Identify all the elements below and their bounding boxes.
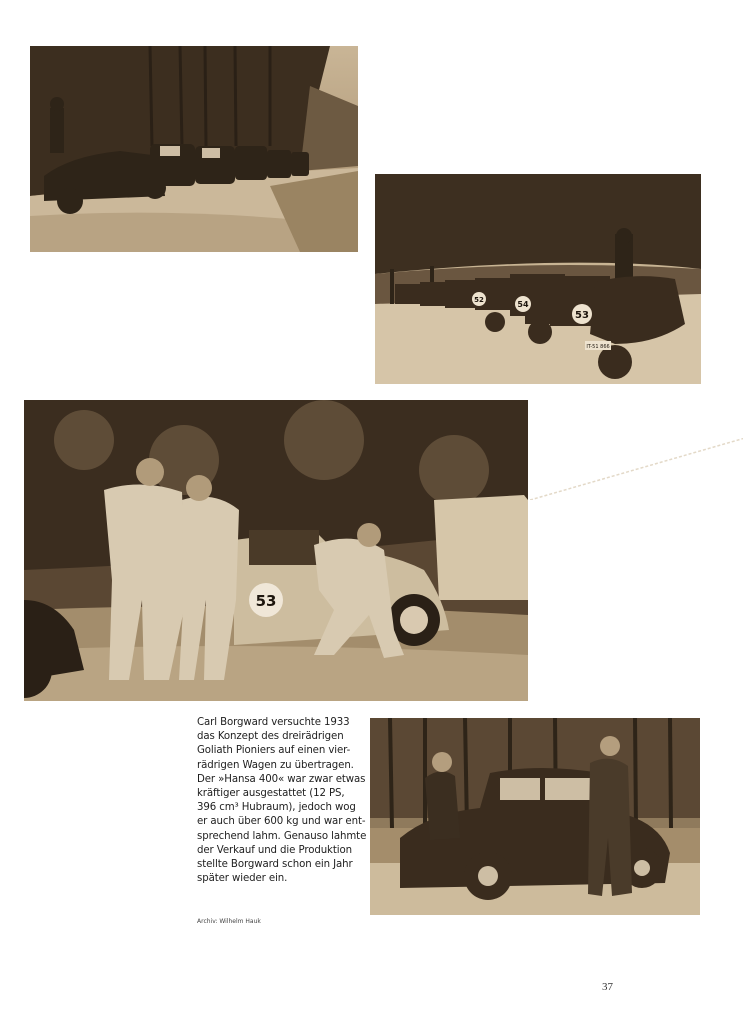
car-number-53: 53 — [575, 310, 589, 321]
caption-line: das Konzept des dreirädrigen — [197, 731, 344, 743]
caption-line: kräftiger ausgestattet (12 PS, — [197, 788, 345, 800]
photo-numbered-lineup-image — [375, 174, 701, 384]
caption-line: stellte Borgward schon ein Jahr — [197, 859, 353, 871]
caption-line: Goliath Pioniers auf einen vier- — [197, 745, 351, 757]
page-number: 37 — [602, 981, 613, 993]
caption-line: der Verkauf und die Produktion — [197, 844, 352, 856]
photo-convoy-forest-road — [30, 46, 358, 252]
photo-hansa-400-forest — [370, 718, 700, 915]
caption-line: sprechend lahm. Genauso lahmte — [197, 830, 367, 842]
page-crease — [530, 438, 743, 500]
car-number-53-large: 53 — [255, 592, 277, 610]
photo-convoy-forest-road-image — [30, 46, 358, 252]
caption-line: er auch über 600 kg und war ent- — [197, 816, 366, 828]
photo-credit: Archiv: Wilhelm Hauk — [197, 918, 261, 925]
photo-hansa-400-forest-image — [370, 718, 700, 915]
caption-line: Der »Hansa 400« war zwar etwas — [197, 773, 366, 785]
photo-caption — [197, 716, 367, 886]
car-number-54: 54 — [517, 300, 529, 309]
license-plate: IT-51 866 — [586, 344, 610, 350]
photo-drivers-car-53-image — [24, 400, 528, 701]
car-number-52: 52 — [474, 296, 484, 304]
photo-drivers-car-53 — [24, 400, 528, 701]
caption-line: Carl Borgward versuchte 1933 — [197, 717, 350, 728]
caption-line: 396 cm³ Hubraum), jedoch wog — [197, 802, 356, 814]
caption-line: später wieder ein. — [197, 873, 288, 885]
caption-line: rädrigen Wagen zu übertragen. — [197, 759, 354, 771]
photo-numbered-lineup — [375, 174, 701, 384]
